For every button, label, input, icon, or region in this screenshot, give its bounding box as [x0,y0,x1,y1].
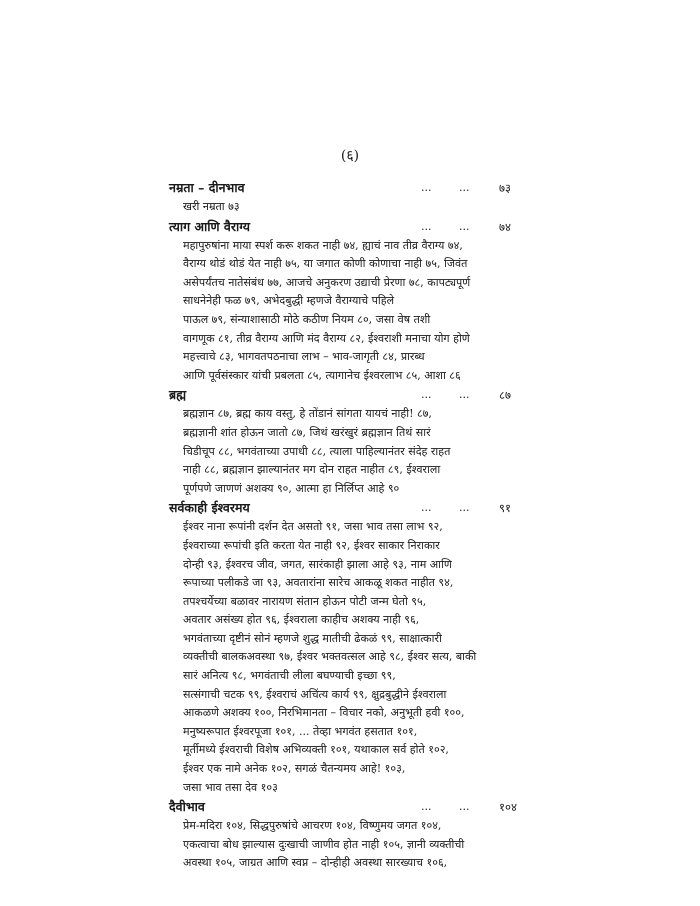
section-entries [169,198,516,217]
leader-dots: ... [459,501,470,515]
toc-section [169,385,516,498]
leader-dots: ... [421,388,432,402]
entry-line: आकळणे अशक्य १००, निरभिमानता – विचार नको, अनुभूती हवी १००, [183,706,465,720]
entry-line: साधनेनेही फळ ७९, अभेदबुद्धी म्हणजे वैराग्याचे पहिले [183,294,395,308]
entry-line: एकत्वाचा बोध झाल्यास दुःखाची जाणीव होत नाही १०५, ज्ञानी व्यक्तीची [183,837,465,851]
toc-section [169,217,516,386]
section-heading [169,178,516,198]
entry-line: भगवंताच्या दृष्टीनं सोनं म्हणजे शुद्ध मातीची ढेकळं ९९, साक्षात्कारी [183,631,442,645]
section-heading [169,217,516,237]
entry-line: महत्त्वाचे ८३, भागवतपठनाचा लाभ – भाव-जागृती ८४, प्रारब्ध [183,350,425,364]
toc-section [169,797,516,873]
entry-line: दोन्ही ९३, ईश्वरच जीव, जगत, सारंकाही झाला आहे ९३, नाम आणि [183,557,452,571]
entry-line: आणि पूर्वसंस्कार यांची प्रबलता ८५, त्यागानेच ईश्वरलाभ ८५, आशा ८६ [183,368,461,382]
section-page-number: ९१ [499,501,511,516]
section-heading [169,498,516,518]
entry-line: महापुरुषांना माया स्पर्श करू शकत नाही ७४, ह्याचं नाव तीव्र वैराग्य ७४, [183,238,463,252]
section-title: दैवीभाव [169,799,205,815]
section-page-number: ७३ [499,181,511,195]
section-entries [169,405,516,498]
section-title: ब्रह्म [169,387,187,403]
entry-line: मूर्तीमध्ये ईश्वराची विशेष अभिव्यक्ती १०१, यथाकाल सर्व होते १०२, [183,743,449,757]
entry-line: प्रेम-मदिरा १०४, सिद्धपुरुषांचे आचरण १०४, विष्णुमय जगत १०४, [183,819,442,833]
leader-dots: ... [421,501,432,515]
section-page-number: ८७ [499,388,511,403]
entry-line: अवस्था १०५, जाग्रत आणि स्वप्न – दोन्हीही अवस्था सारख्याच १०६, [183,856,448,870]
leader-dots: ... [421,800,432,814]
section-page-number: १०४ [499,800,517,815]
entry-line: तपश्चर्येच्या बळावर नारायण संतान होऊन पोटी जन्म घेतो ९५, [183,594,427,608]
entry-line: रूपाच्या पलीकडे जा ९३, अवतारांना सारेच आकळू शकत नाहीत ९४, [183,576,454,590]
entry-line: वैराग्य थोडं थोडं येत नाही ७५, या जगात कोणी कोणाचा नाही ७५, जिवंत [183,257,468,271]
entry-line: पूर्णपणे जाणणं अशक्य ९०, आत्मा हा निर्लिप्त आहे ९० [183,481,400,495]
toc-section [169,178,516,217]
entry-line: अवतार असंख्य होत ९६, ईश्वराला काहीच अशक्य नाही ९६, [183,613,420,627]
entry-line: सारं अनित्य ९८, भगवंताची लीला बघण्याची इच्छा ९९, [183,669,396,683]
section-entries [169,817,516,873]
entry-line: वागणूक ८१, तीव्र वैराग्य आणि मंद वैराग्य ८२, ईश्वराशी मनाचा योग होणे [183,331,470,345]
section-entries [169,518,516,797]
section-title: नम्रता – दीनभाव [169,180,245,195]
entry-line: नाही ८८, ब्रह्मज्ञान झाल्यानंतर मग दोन राहत नाहीत ८९, ईश्वराला [183,463,441,477]
entry-line: चिडीचूप ८८, भगवंताच्या उपाधी ८८, त्याला पाहिल्यानंतर संदेह राहत [183,444,451,458]
leader-dots: ... [421,181,432,194]
section-heading [169,385,516,405]
leader-dots: ... [459,800,470,814]
leader-dots: ... [459,181,470,194]
entry-line: असेपर्यंतच नातेसंबंध ७७, आजचे अनुकरण उद्याची प्रेरणा ७८, कापट्यपूर्ण [183,275,471,289]
entry-line: व्यक्तीची बालकअवस्था ९७, ईश्वर भक्तवत्सल आहे ९८, ईश्वर सत्य, बाकी [183,650,477,664]
section-title: त्याग आणि वैराग्य [169,218,250,234]
toc-section [169,498,516,797]
entry-line: ईश्वर एक नामे अनेक १०२, सगळं चैतन्यमय आहे! १०३, [183,762,406,776]
entry-line: जसा भाव तसा देव १०३ [183,780,278,794]
entry-line: सत्संगाची चटक ९९, ईश्वराचं अचिंत्य कार्य ९९, क्षुद्रबुद्धीने ईश्वराला [183,687,447,701]
entry-line: ईश्वराच्या रूपांची इति करता येत नाही ९२, ईश्वर साकार निराकार [183,538,440,552]
entry-line: मनुष्यरूपात ईश्वरपूजा १०१, ... तेव्हा भगवंत हसतात १०१, [183,724,418,738]
leader-dots: ... [459,219,470,233]
entry-line: ब्रह्मज्ञानी शांत होऊन जातो ८७, जिथं खरंखुरं ब्रह्मज्ञान तिथं सारं [183,425,431,439]
table-of-contents [169,178,516,873]
leader-dots: ... [421,219,432,233]
entry-line: ब्रह्मज्ञान ८७, ब्रह्म काय वस्तु, हे तोंडानं सांगता यायचं नाही! ८७, [183,407,432,421]
entry-line: खरी नम्रता ७३ [183,200,240,213]
section-title: सर्वकाही ईश्वरमय [169,500,250,516]
section-page-number: ७४ [499,219,511,234]
entry-line: पाऊल ७९, संन्याशासाठी मोठे कठीण नियम ८०, जसा वेष तशी [183,312,431,326]
page-number: (६) [340,148,360,164]
section-entries [169,237,516,386]
leader-dots: ... [459,388,470,402]
entry-line: ईश्वर नाना रूपांनी दर्शन देत असतो ९१, जसा भाव तसा लाभ ९२, [183,520,443,534]
section-heading [169,797,516,817]
